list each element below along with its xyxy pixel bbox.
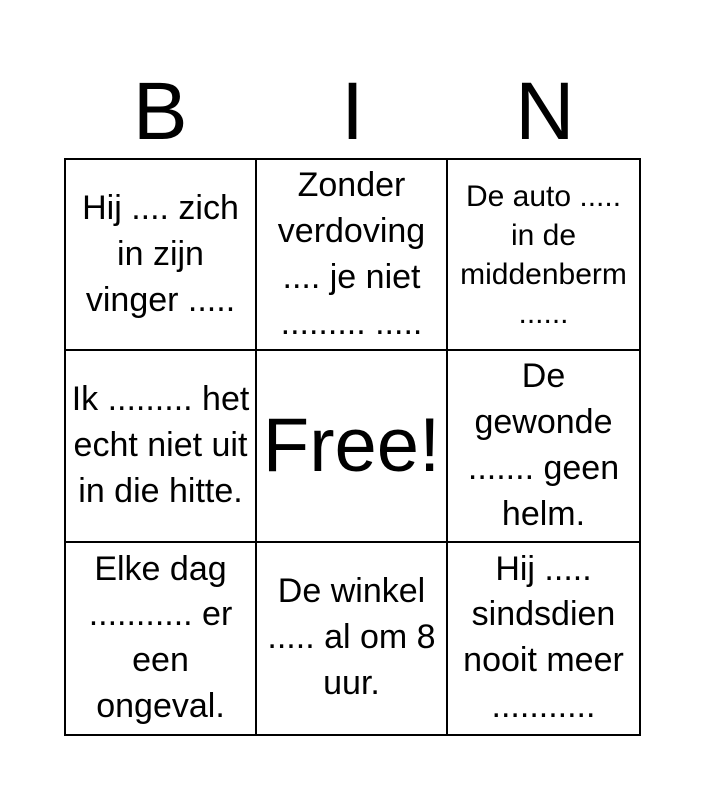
cell-text: Elke dag ........... er een ongeval.: [88, 549, 233, 726]
free-text: Free!: [262, 402, 441, 488]
cell-text: Zonder verdoving .... je niet ......... .....: [277, 165, 426, 342]
bingo-cell[interactable]: [66, 160, 257, 351]
bingo-cell[interactable]: [448, 351, 639, 542]
bingo-cell[interactable]: [448, 543, 639, 734]
bingo-header: [64, 66, 641, 158]
header-letter-b: B: [132, 66, 188, 157]
header-letter-n: N: [515, 66, 575, 157]
header-letter-i: I: [341, 66, 364, 157]
bingo-cell[interactable]: [66, 351, 257, 542]
cell-text: De winkel ..... al om 8 uur.: [267, 572, 436, 703]
free-cell[interactable]: [257, 351, 448, 542]
cell-text: Hij .... zich in zijn vinger .....: [82, 188, 239, 319]
cell-text: Hij ..... sindsdien nooit meer ...........: [463, 549, 624, 726]
bingo-grid: [64, 158, 641, 736]
bingo-cell[interactable]: [448, 160, 639, 351]
cell-text: De auto ..... in de middenberm ......: [460, 179, 627, 330]
cell-text: Ik ......... het echt niet uit in die hitte.: [71, 380, 250, 510]
bingo-cell[interactable]: [66, 543, 257, 734]
cell-text: De gewonde ....... geen helm.: [467, 357, 620, 533]
bingo-cell[interactable]: [257, 160, 448, 351]
bingo-cell[interactable]: [257, 543, 448, 734]
